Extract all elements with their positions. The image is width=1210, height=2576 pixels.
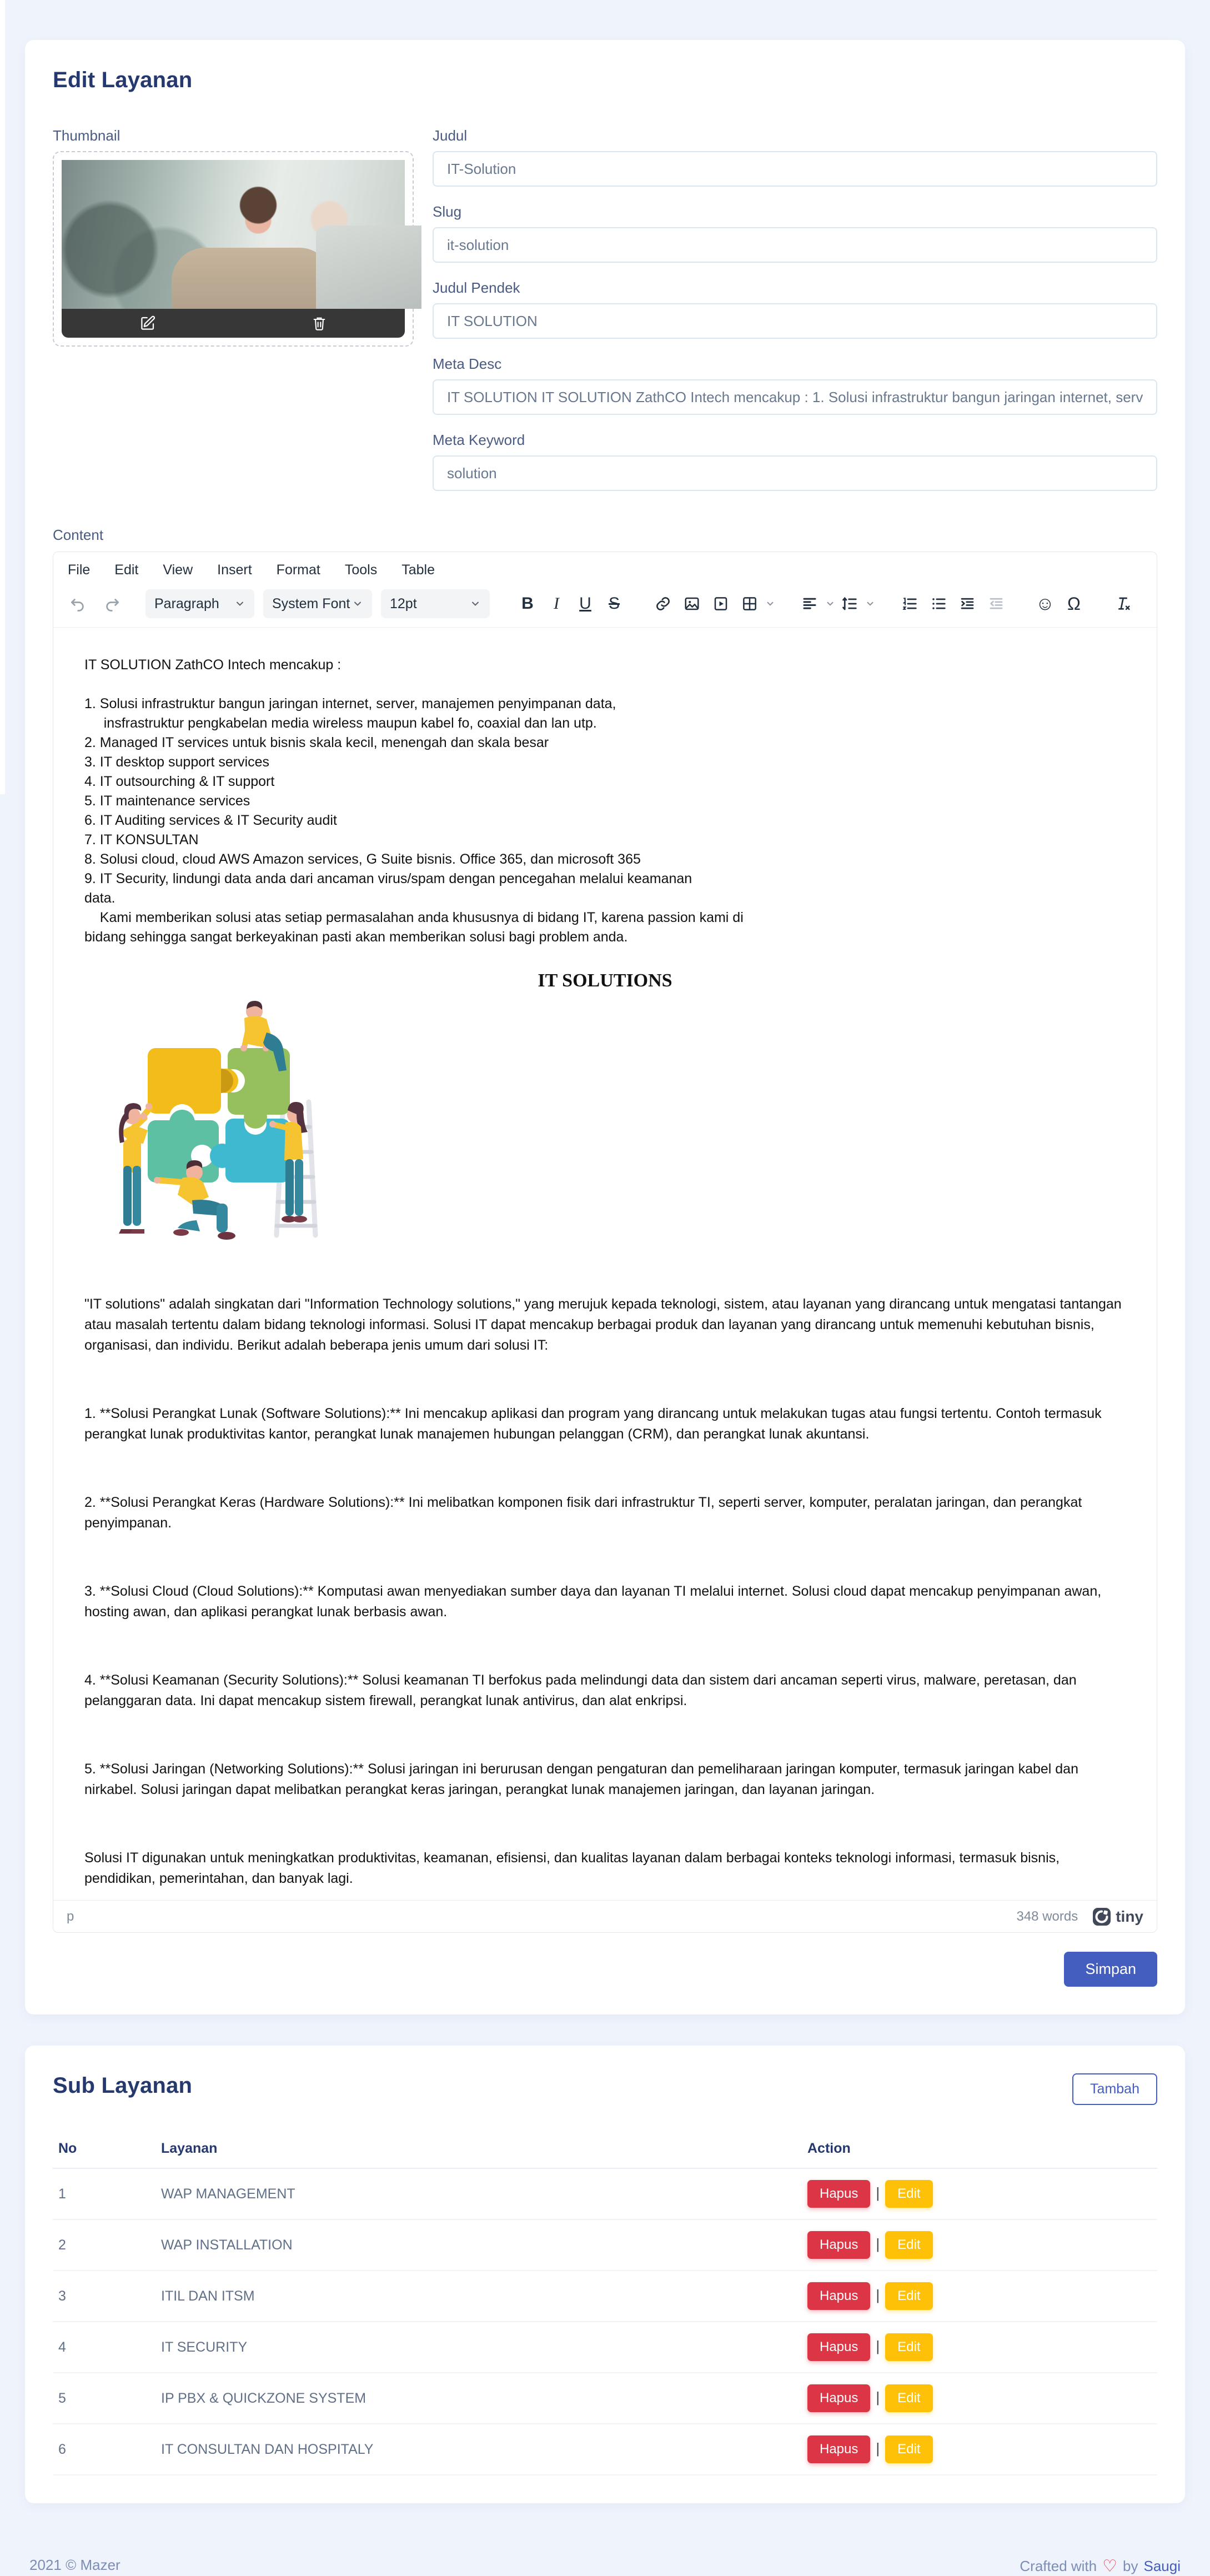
table-row <box>53 2322 1157 2373</box>
row-layanan: IT SECURITY <box>155 2322 802 2373</box>
trash-icon <box>312 315 327 332</box>
delete-button[interactable]: Hapus <box>807 2231 870 2259</box>
meta-keyword-label: Meta Keyword <box>433 432 525 448</box>
editor-statusbar <box>53 1900 1157 1932</box>
element-path[interactable]: p <box>67 1908 74 1924</box>
content-paragraph: 5. **Solusi Jaringan (Networking Solutions):** Solusi jaringan ini berurusan dengan pengaturan dan pemeliharaan jaringan komputer, termasuk jaringan kabel dan nirkabel. Solusi jaringan dapat melibatkan perangkat keras jaringan, perangkat lunak manajemen jaringan, dan layanan jaringan. <box>84 1761 1078 1797</box>
undo-button[interactable] <box>63 589 92 618</box>
content-line: Kami memberikan solusi atas setiap permasalahan anda khususnya di bidang IT, karena passion kami di <box>84 910 744 925</box>
row-number: 1 <box>53 2168 155 2219</box>
content-paragraph: "IT solutions" adalah singkatan dari "Information Technology solutions," yang merujuk kepada teknologi, sistem, atau layanan yang dirancang untuk mengatasi tantangan atau masalah tertentu dalam bidang teknologi informasi. Solusi IT dapat mencakup berbagai produk dan layanan yang dirancang untuk memenuhi kebutuhan bisnis, organisasi, dan individu. Berikut adalah beberapa jenis umum dari solusi IT: <box>84 1296 1122 1353</box>
italic-button[interactable]: I <box>554 594 559 613</box>
special-char-button[interactable]: Ω <box>1067 593 1081 614</box>
insert-image-button[interactable] <box>677 589 706 618</box>
indent-button[interactable] <box>953 589 982 618</box>
sub-layanan-table <box>53 2129 1157 2475</box>
content-line: 2. Managed IT services untuk bisnis skala kecil, menengah dan skala besar <box>84 735 549 750</box>
content-paragraph: 3. **Solusi Cloud (Cloud Solutions):** Komputasi awan menyediakan sumber daya dan layanan TI melalui internet. Solusi cloud dapat mencakup penyimpanan awan, hosting awan, dan aplikasi perangkat lunak berbasis awan. <box>84 1583 1102 1620</box>
menu-insert[interactable]: Insert <box>217 562 252 578</box>
editor-content[interactable] <box>53 628 1157 1900</box>
emoticon-button[interactable]: ☺ <box>1035 593 1055 614</box>
indent-icon <box>959 595 976 612</box>
ordered-list-button[interactable] <box>895 589 924 618</box>
bold-button[interactable]: B <box>521 594 534 613</box>
row-number: 3 <box>53 2271 155 2322</box>
delete-button[interactable]: Hapus <box>807 2282 870 2310</box>
delete-button[interactable]: Hapus <box>807 2333 870 2361</box>
row-layanan: WAP INSTALLATION <box>155 2219 802 2271</box>
action-separator: | <box>876 2440 880 2457</box>
footer-crafted-text: Crafted with <box>1020 2558 1097 2574</box>
content-line: 9. IT Security, lindungi data anda dari ancaman virus/spam dengan pencegahan melalui keamanan <box>84 871 692 886</box>
table-row <box>53 2168 1157 2219</box>
delete-button[interactable]: Hapus <box>807 2384 870 2412</box>
action-separator: | <box>876 2184 880 2201</box>
edit-button[interactable]: Edit <box>885 2231 932 2259</box>
clear-formatting-icon <box>1114 595 1132 613</box>
edit-button[interactable]: Edit <box>885 2384 932 2412</box>
thumbnail-delete-button[interactable] <box>233 315 405 332</box>
align-left-icon <box>801 595 818 612</box>
thumbnail-laptop <box>316 225 421 309</box>
tinymce-logo-icon <box>1092 1907 1111 1926</box>
chevron-down-icon[interactable] <box>765 599 775 609</box>
footer <box>25 2503 1185 2576</box>
table-row <box>53 2219 1157 2271</box>
meta-desc-input[interactable] <box>433 379 1157 415</box>
chevron-down-icon <box>352 598 363 609</box>
edit-button[interactable]: Edit <box>885 2180 932 2208</box>
content-line: IT SOLUTION ZathCO Intech mencakup : <box>84 657 342 673</box>
content-line: insfrastruktur pengkabelan media wireless maupun kabel fo, coaxial dan lan utp. <box>84 715 597 731</box>
slug-label: Slug <box>433 203 462 220</box>
content-line: 8. Solusi cloud, cloud AWS Amazon services, G Suite bisnis. Office 365, dan microsoft 365 <box>84 851 641 867</box>
clear-formatting-button[interactable] <box>1108 589 1137 618</box>
chevron-down-icon <box>234 598 245 609</box>
table-row <box>53 2373 1157 2424</box>
content-line: 6. IT Auditing services & IT Security audit <box>84 813 337 828</box>
row-number: 4 <box>53 2322 155 2373</box>
action-separator: | <box>876 2389 880 2405</box>
content-paragraph: 4. **Solusi Keamanan (Security Solutions):** Solusi keamanan TI berfokus pada melindungi data dan sistem dari ancaman seperti virus, malware, peretasan, dan pelanggaran data. Ini dapat mencakup sistem firewall, perangkat lunak antivirus, dan alat enkripsi. <box>84 1672 1077 1708</box>
content-line <box>84 675 1126 694</box>
tinymce-brand[interactable] <box>1092 1907 1143 1926</box>
outdent-icon <box>988 595 1005 612</box>
sub-layanan-title: Sub Layanan <box>53 2073 193 2098</box>
row-layanan: IT CONSULTAN DAN HOSPITALY <box>155 2424 802 2475</box>
ordered-list-icon <box>901 595 918 612</box>
row-layanan: ITIL DAN ITSM <box>155 2271 802 2322</box>
media-icon <box>712 595 729 612</box>
redo-icon <box>104 595 121 612</box>
menu-edit[interactable]: Edit <box>114 562 139 578</box>
rich-text-editor <box>53 552 1157 1933</box>
menu-view[interactable]: View <box>163 562 193 578</box>
heart-icon: ♡ <box>1102 2557 1118 2575</box>
footer-author-link[interactable]: Saugi <box>1143 2558 1181 2574</box>
sub-layanan-card <box>25 2046 1185 2503</box>
column-header-no: No <box>53 2129 155 2168</box>
content-paragraph: Solusi IT digunakan untuk meningkatkan produktivitas, keamanan, efisiensi, dan kualitas layanan dalam berbagai konteks teknologi informasi, termasuk bisnis, pendidikan, pemerintahan, dan banyak lagi. <box>84 1850 1060 1886</box>
footer-copyright: 2021 © Mazer <box>29 2557 121 2573</box>
editor-toolbar <box>53 584 1157 628</box>
menu-tools[interactable]: Tools <box>344 562 378 578</box>
table-icon <box>741 595 758 612</box>
line-height-icon <box>841 595 858 612</box>
delete-button[interactable]: Hapus <box>807 2435 870 2463</box>
judul-input[interactable] <box>433 151 1157 187</box>
thumbnail-toolbar <box>62 309 405 338</box>
table-row <box>53 2424 1157 2475</box>
image-icon <box>684 595 700 612</box>
action-separator: | <box>876 2338 880 2354</box>
block-format-select[interactable] <box>145 589 254 618</box>
thumbnail-label: Thumbnail <box>53 127 121 144</box>
block-format-value: Paragraph <box>154 595 219 612</box>
judul-pendek-input[interactable] <box>433 303 1157 339</box>
edit-button[interactable]: Edit <box>885 2282 932 2310</box>
slug-input[interactable] <box>433 227 1157 263</box>
menu-file[interactable]: File <box>68 562 91 578</box>
link-icon <box>655 595 671 612</box>
align-button[interactable] <box>795 589 824 618</box>
row-layanan: IP PBX & QUICKZONE SYSTEM <box>155 2373 802 2424</box>
chevron-down-icon[interactable] <box>865 599 875 609</box>
font-size-select[interactable] <box>381 589 490 618</box>
edit-layanan-card <box>25 40 1185 2014</box>
pencil-square-icon <box>139 315 156 332</box>
word-count[interactable]: 348 words <box>1016 1908 1078 1924</box>
thumbnail-edit-button[interactable] <box>62 315 233 332</box>
edit-button[interactable]: Edit <box>885 2333 932 2361</box>
meta-desc-label: Meta Desc <box>433 355 502 372</box>
content-line: 3. IT desktop support services <box>84 754 270 770</box>
content-heading: IT SOLUTIONS <box>538 970 672 991</box>
meta-keyword-input[interactable] <box>433 455 1157 491</box>
action-separator: | <box>876 2236 880 2252</box>
teamwork-puzzle-illustration <box>88 999 365 1244</box>
link-button[interactable] <box>649 589 677 618</box>
judul-pendek-label: Judul Pendek <box>433 279 520 296</box>
judul-label: Judul <box>433 127 468 144</box>
bullet-list-button[interactable] <box>924 589 953 618</box>
font-family-select[interactable] <box>263 589 372 618</box>
content-label: Content <box>53 527 104 543</box>
content-line: 1. Solusi infrastruktur bangun jaringan internet, server, manajemen penyimpanan data, <box>84 696 616 711</box>
strikethrough-button[interactable]: S <box>608 594 620 613</box>
content-paragraph: 1. **Solusi Perangkat Lunak (Software Solutions):** Ini mencakup aplikasi dan program yang dirancang untuk melakukan tugas atau fungsi tertentu. Contoh termasuk perangkat lunak produktivitas kantor, perangkat lunak manajemen hubungan pelanggan (CRM), dan perangkat lunak akuntansi. <box>84 1406 1102 1442</box>
content-paragraph: 2. **Solusi Perangkat Keras (Hardware Solutions):** Ini melibatkan komponen fisik dari infrastruktur TI, seperti server, komputer, peralatan jaringan, dan perangkat penyimpanan. <box>84 1495 1082 1531</box>
redo-button[interactable] <box>98 589 127 618</box>
content-line: 4. IT outsourching & IT support <box>84 774 275 789</box>
underline-button[interactable]: U <box>579 594 591 613</box>
row-number: 5 <box>53 2373 155 2424</box>
delete-button[interactable]: Hapus <box>807 2180 870 2208</box>
font-family-value: System Font <box>272 595 350 612</box>
thumbnail-person-jacket <box>172 248 333 309</box>
menu-table[interactable]: Table <box>401 562 435 578</box>
chevron-down-icon[interactable] <box>825 599 835 609</box>
content-line: data. <box>84 890 116 906</box>
undo-icon <box>69 595 86 612</box>
chevron-down-icon <box>470 598 481 609</box>
thumbnail-image <box>62 160 405 309</box>
table-button[interactable] <box>735 589 764 618</box>
column-header-layanan: Layanan <box>155 2129 802 2168</box>
content-line: 7. IT KONSULTAN <box>84 832 199 848</box>
edit-button[interactable]: Edit <box>885 2435 932 2463</box>
save-button[interactable]: Simpan <box>1064 1952 1157 1987</box>
outdent-button[interactable] <box>982 589 1011 618</box>
column-header-action: Action <box>802 2129 1157 2168</box>
content-line: bidang sehingga sangat berkeyakinan pasti akan memberikan solusi bagi problem anda. <box>84 929 628 945</box>
row-layanan: WAP MANAGEMENT <box>155 2168 802 2219</box>
footer-by-text: by <box>1123 2558 1138 2574</box>
editor-menubar <box>53 552 1157 584</box>
thumbnail-dropzone[interactable] <box>53 151 414 347</box>
page-title: Edit Layanan <box>53 68 193 92</box>
tinymce-brand-name: tiny <box>1116 1907 1143 1925</box>
font-size-value: 12pt <box>390 595 417 612</box>
action-separator: | <box>876 2287 880 2303</box>
bullet-list-icon <box>930 595 947 612</box>
menu-format[interactable]: Format <box>276 562 320 578</box>
row-number: 6 <box>53 2424 155 2475</box>
footer-credit <box>1020 2557 1181 2576</box>
add-sub-layanan-button[interactable]: Tambah <box>1072 2073 1157 2105</box>
line-height-button[interactable] <box>835 589 864 618</box>
row-number: 2 <box>53 2219 155 2271</box>
table-row <box>53 2271 1157 2322</box>
insert-media-button[interactable] <box>706 589 735 618</box>
content-line: 5. IT maintenance services <box>84 793 250 809</box>
